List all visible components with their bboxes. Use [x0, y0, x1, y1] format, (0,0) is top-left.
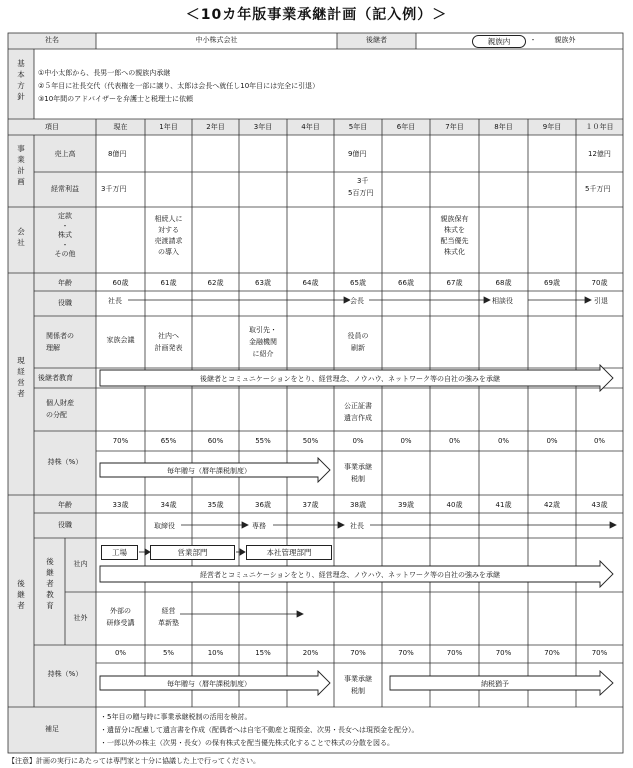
vertical-char: 針 [17, 92, 25, 101]
vertical-char: 業 [17, 155, 25, 164]
vertical-char: 者 [46, 579, 54, 588]
current-manager-label [8, 355, 34, 399]
stake-y1-line: 計画発表 [154, 344, 183, 352]
successor-role-b: 専務 [252, 522, 266, 530]
year-header-cell: 3年目 [253, 123, 273, 131]
current-age-cell: 61歳 [160, 279, 177, 287]
successor-role-label: 役職 [58, 521, 72, 529]
successor-share-cell: 70% [350, 649, 366, 657]
vertical-char: 育 [46, 601, 54, 610]
company-y7-line: 株式化 [444, 248, 465, 256]
vertical-char: 者 [17, 601, 25, 610]
current-age-label: 年齢 [58, 279, 72, 287]
profit-y5-line2: 5百万円 [348, 189, 374, 197]
successor-share-cell: 20% [302, 649, 319, 657]
policy-label-text [8, 58, 34, 102]
sales-y10: 12億円 [588, 150, 611, 158]
successor-age-cell: 35歳 [207, 501, 224, 509]
profit-y5-line1: 3千 [357, 177, 369, 185]
company-y1-line: 対する [158, 226, 179, 234]
successor-age-label: 年齢 [58, 501, 72, 509]
vertical-char: 後 [46, 557, 54, 566]
vertical-char: 後 [17, 579, 25, 588]
successor-option-selected: 親族内 [472, 35, 526, 48]
profit-y10: 5千万円 [585, 185, 611, 193]
supplement-label: 補足 [45, 725, 59, 733]
year-header-cell: 1年目 [159, 123, 178, 131]
vertical-char: 継 [46, 568, 54, 577]
current-role-start: 社長 [108, 297, 122, 305]
assets-label-line: 個人財産 [46, 399, 74, 407]
current-share-cell: 0% [497, 437, 510, 445]
external-label: 社外 [73, 614, 88, 622]
vertical-char: 会 [17, 227, 25, 236]
stake-y5-line: 刷新 [351, 344, 365, 352]
vertical-char: 方 [17, 81, 25, 90]
successor-tax [334, 673, 382, 697]
internal-arrow-text: 経営者とコミュニケーションをとり、経営理念、ノウハウ、ネットワーク等の自社の強みを承継 [199, 571, 501, 579]
vertical-char: 社 [17, 238, 25, 247]
successor-share-cell: 70% [591, 649, 608, 657]
stake-now: 家族会議 [106, 336, 135, 344]
successor-label-text [8, 578, 34, 611]
current-share-cell: 50% [302, 437, 319, 445]
supplement-line-3: ・一郎以外の株主（次男・長女）の保有株式を配当優先株式化することで株式の分散を図る。 [100, 739, 394, 747]
current-age-cell: 66歳 [398, 279, 414, 287]
company-row-label-text [8, 226, 34, 248]
current-share-cell: 0% [546, 437, 558, 445]
successor-share-cell: 70% [544, 649, 560, 657]
vertical-char: 経 [17, 367, 25, 376]
company-item-line: ・ [61, 240, 69, 249]
current-age-cell: 63歳 [255, 279, 271, 287]
external-y1 [145, 605, 192, 629]
assets-y5 [334, 400, 382, 424]
vertical-char: 事 [17, 144, 25, 153]
vertical-char: 画 [17, 177, 25, 186]
current-age-cell: 60歳 [112, 279, 129, 287]
current-age-cell: 62歳 [207, 279, 224, 287]
successor-share-cell: 0% [114, 649, 127, 657]
internal-box-factory: 工場 [101, 545, 138, 560]
successor-role-c: 社長 [350, 522, 364, 530]
vertical-char: 計 [17, 166, 25, 175]
successor-role-a: 取締役 [154, 522, 175, 530]
year-header-cell: １０年目 [585, 123, 614, 131]
successor-education-label [38, 556, 62, 611]
current-tax-line: 事業承継 [344, 463, 372, 471]
current-role-end: 引退 [594, 297, 608, 305]
company-item-line: その他 [54, 250, 76, 258]
page-title: ＜10カ年版事業承継計画（記入例）＞ [185, 7, 448, 23]
assets-y5-line: 公正証書 [344, 402, 372, 410]
policy-line-3: ③10年間のアドバイザーを弁護士と税理士に依頼 [38, 95, 194, 103]
vertical-char: 基 [17, 59, 25, 68]
year-header-cell: 6年目 [396, 123, 416, 131]
assets-y5-line: 遺言作成 [344, 414, 372, 422]
company-y7-note [430, 214, 479, 258]
current-role-advisor: 相談役 [492, 297, 513, 305]
vertical-char: 営 [17, 378, 25, 387]
current-share-cell: 0% [448, 437, 461, 445]
internal-box-sales: 営業部門 [150, 545, 235, 560]
internal-box-hq: 本社管理部門 [246, 545, 332, 560]
policy-label [8, 58, 34, 102]
external-now-line: 外部の [110, 607, 131, 615]
education-label: 後継者教育 [38, 374, 73, 382]
company-name-label: 社名 [45, 36, 59, 44]
current-share-cell: 55% [255, 437, 271, 445]
current-gift-arrow-text: 毎年贈与（暦年課税制度） [167, 467, 251, 475]
stake-y3-line: に紹介 [252, 350, 274, 358]
successor-share-cell: 5% [162, 649, 175, 657]
company-y7-line: 配当優先 [440, 237, 469, 245]
profit-label: 経常利益 [51, 185, 79, 193]
stake-y5 [334, 330, 382, 354]
successor-age-cell: 33歳 [112, 501, 129, 509]
successor-age-cell: 43歳 [591, 501, 608, 509]
year-header-cell: 8年目 [494, 123, 513, 131]
vertical-char: 本 [17, 70, 25, 79]
company-item-line: ・ [61, 221, 69, 230]
current-age-cell: 65歳 [350, 279, 366, 287]
current-share-cell: 70% [112, 437, 129, 445]
successor-age-cell: 41歳 [495, 501, 512, 509]
sales-label: 売上高 [54, 150, 76, 158]
company-y1-line: 売渡請求 [154, 237, 183, 245]
supplement-line-1: ・5年目の贈与時に事業承継税制の活用を検討。 [100, 713, 252, 721]
current-role-label: 役職 [58, 299, 72, 307]
successor-age-cell: 34歳 [160, 501, 177, 509]
company-item-line: 定款 [58, 212, 72, 220]
successor-gift-arrow-text: 毎年贈与（暦年課税制度） [167, 680, 251, 688]
current-tax [334, 461, 382, 485]
year-header-cell: 4年目 [301, 123, 320, 131]
footer-note: 【注意】計画の実行にあたっては専門家と十分に協議した上で行ってください。 [8, 757, 260, 765]
stakeholder-label-line: 理解 [46, 344, 60, 352]
tax-deferral-arrow-text: 納税猶予 [481, 680, 509, 688]
business-label-text [8, 143, 34, 187]
successor-type-label: 後継者 [366, 36, 387, 44]
vertical-char: 現 [17, 356, 25, 365]
current-share-cell: 0% [352, 437, 364, 445]
current-age-cell: 68歳 [495, 279, 512, 287]
successor-age-cell: 37歳 [302, 501, 319, 509]
current-age-cell: 67歳 [446, 279, 463, 287]
successor-tax-line: 税制 [351, 687, 365, 695]
education-arrow-text: 後継者とコミュニケーションをとり、経営理念、ノウハウ、ネットワーク等の自社の強みを承継 [199, 375, 501, 383]
stake-y3-line: 金融機関 [249, 338, 277, 346]
year-header-cell: 現在 [113, 123, 128, 131]
policy-line-2: ②５年目に社長交代（代表権を一部に譲り、太郎は会長へ就任し10年目には完全に引退） [38, 82, 320, 90]
vertical-char: 者 [17, 389, 25, 398]
assets-label [46, 397, 74, 421]
successor-share-cell: 70% [495, 649, 512, 657]
successor-age-cell: 38歳 [350, 501, 366, 509]
business-label [8, 143, 34, 187]
external-now-line: 研修受講 [106, 619, 135, 627]
stake-y1 [145, 330, 192, 354]
successor-share-label: 持株（%） [47, 670, 83, 678]
company-y1-note [145, 214, 192, 258]
internal-label: 社内 [73, 560, 88, 568]
current-share-cell: 60% [207, 437, 224, 445]
current-manager-label-text [8, 355, 34, 399]
company-row-label [8, 226, 34, 248]
current-share-cell: 0% [400, 437, 412, 445]
current-tax-line: 税制 [351, 475, 365, 483]
vertical-char: 継 [17, 590, 25, 599]
sales-y5: 9億円 [348, 150, 367, 158]
successor-age-cell: 36歳 [255, 501, 271, 509]
year-header-cell: 9年目 [542, 123, 562, 131]
current-age-cell: 70歳 [591, 279, 608, 287]
company-name-value: 中小株式会社 [195, 36, 238, 44]
stake-y1-line: 社内へ [158, 332, 179, 340]
successor-label [8, 578, 34, 611]
current-age-cell: 64歳 [302, 279, 319, 287]
current-share-label: 持株（%） [47, 458, 83, 466]
external-y1-line: 革新塾 [158, 619, 179, 627]
successor-share-cell: 10% [207, 649, 224, 657]
external-now [96, 605, 145, 629]
successor-share-cell: 15% [255, 649, 271, 657]
year-header-cell: 5年目 [348, 123, 368, 131]
successor-option-separator: ・ [529, 36, 537, 44]
vertical-char: 教 [46, 590, 54, 599]
successor-share-cell: 70% [398, 649, 414, 657]
supplement-line-2: ・遺留分に配慮して遺言書を作成（配偶者へは自宅不動産と現預金、次男・長女へは現預金を配分）。 [100, 726, 419, 734]
successor-age-cell: 39歳 [398, 501, 414, 509]
stake-y3-line: 取引先・ [249, 326, 277, 334]
successor-share-cell: 70% [446, 649, 463, 657]
successor-age-cell: 42歳 [544, 501, 560, 509]
sales-now: 8億円 [108, 150, 127, 158]
company-y1-line: の導入 [158, 248, 179, 256]
successor-age-cell: 40歳 [446, 501, 463, 509]
current-share-cell: 0% [593, 437, 606, 445]
year-header-cell: 7年目 [445, 123, 464, 131]
company-y7-line: 株式を [444, 226, 465, 234]
company-y7-line: 親族保有 [440, 215, 469, 223]
company-y1-line: 相続人に [154, 215, 183, 223]
company-item-label [34, 212, 96, 260]
header-item: 項目 [45, 123, 59, 131]
current-share-cell: 65% [160, 437, 177, 445]
assets-label-line: の分配 [46, 411, 67, 419]
company-item-line: 株式 [58, 231, 72, 239]
successor-option-other: 親族外 [554, 36, 576, 44]
year-header-cell: 2年目 [206, 123, 225, 131]
profit-now: 3千万円 [101, 185, 127, 193]
stake-y3 [239, 324, 287, 360]
current-role-mid: 会長 [350, 297, 364, 305]
external-y1-line: 経営 [161, 607, 176, 615]
current-age-cell: 69歳 [544, 279, 560, 287]
stake-y5-line: 役員の [347, 332, 369, 340]
stakeholder-label-line: 関係者の [46, 332, 74, 340]
policy-line-1: ①中小太郎から、長男一郎への親族内承継 [38, 69, 171, 77]
successor-education-label-text [38, 556, 62, 611]
stakeholder-label [46, 330, 74, 354]
successor-tax-line: 事業承継 [344, 675, 372, 683]
